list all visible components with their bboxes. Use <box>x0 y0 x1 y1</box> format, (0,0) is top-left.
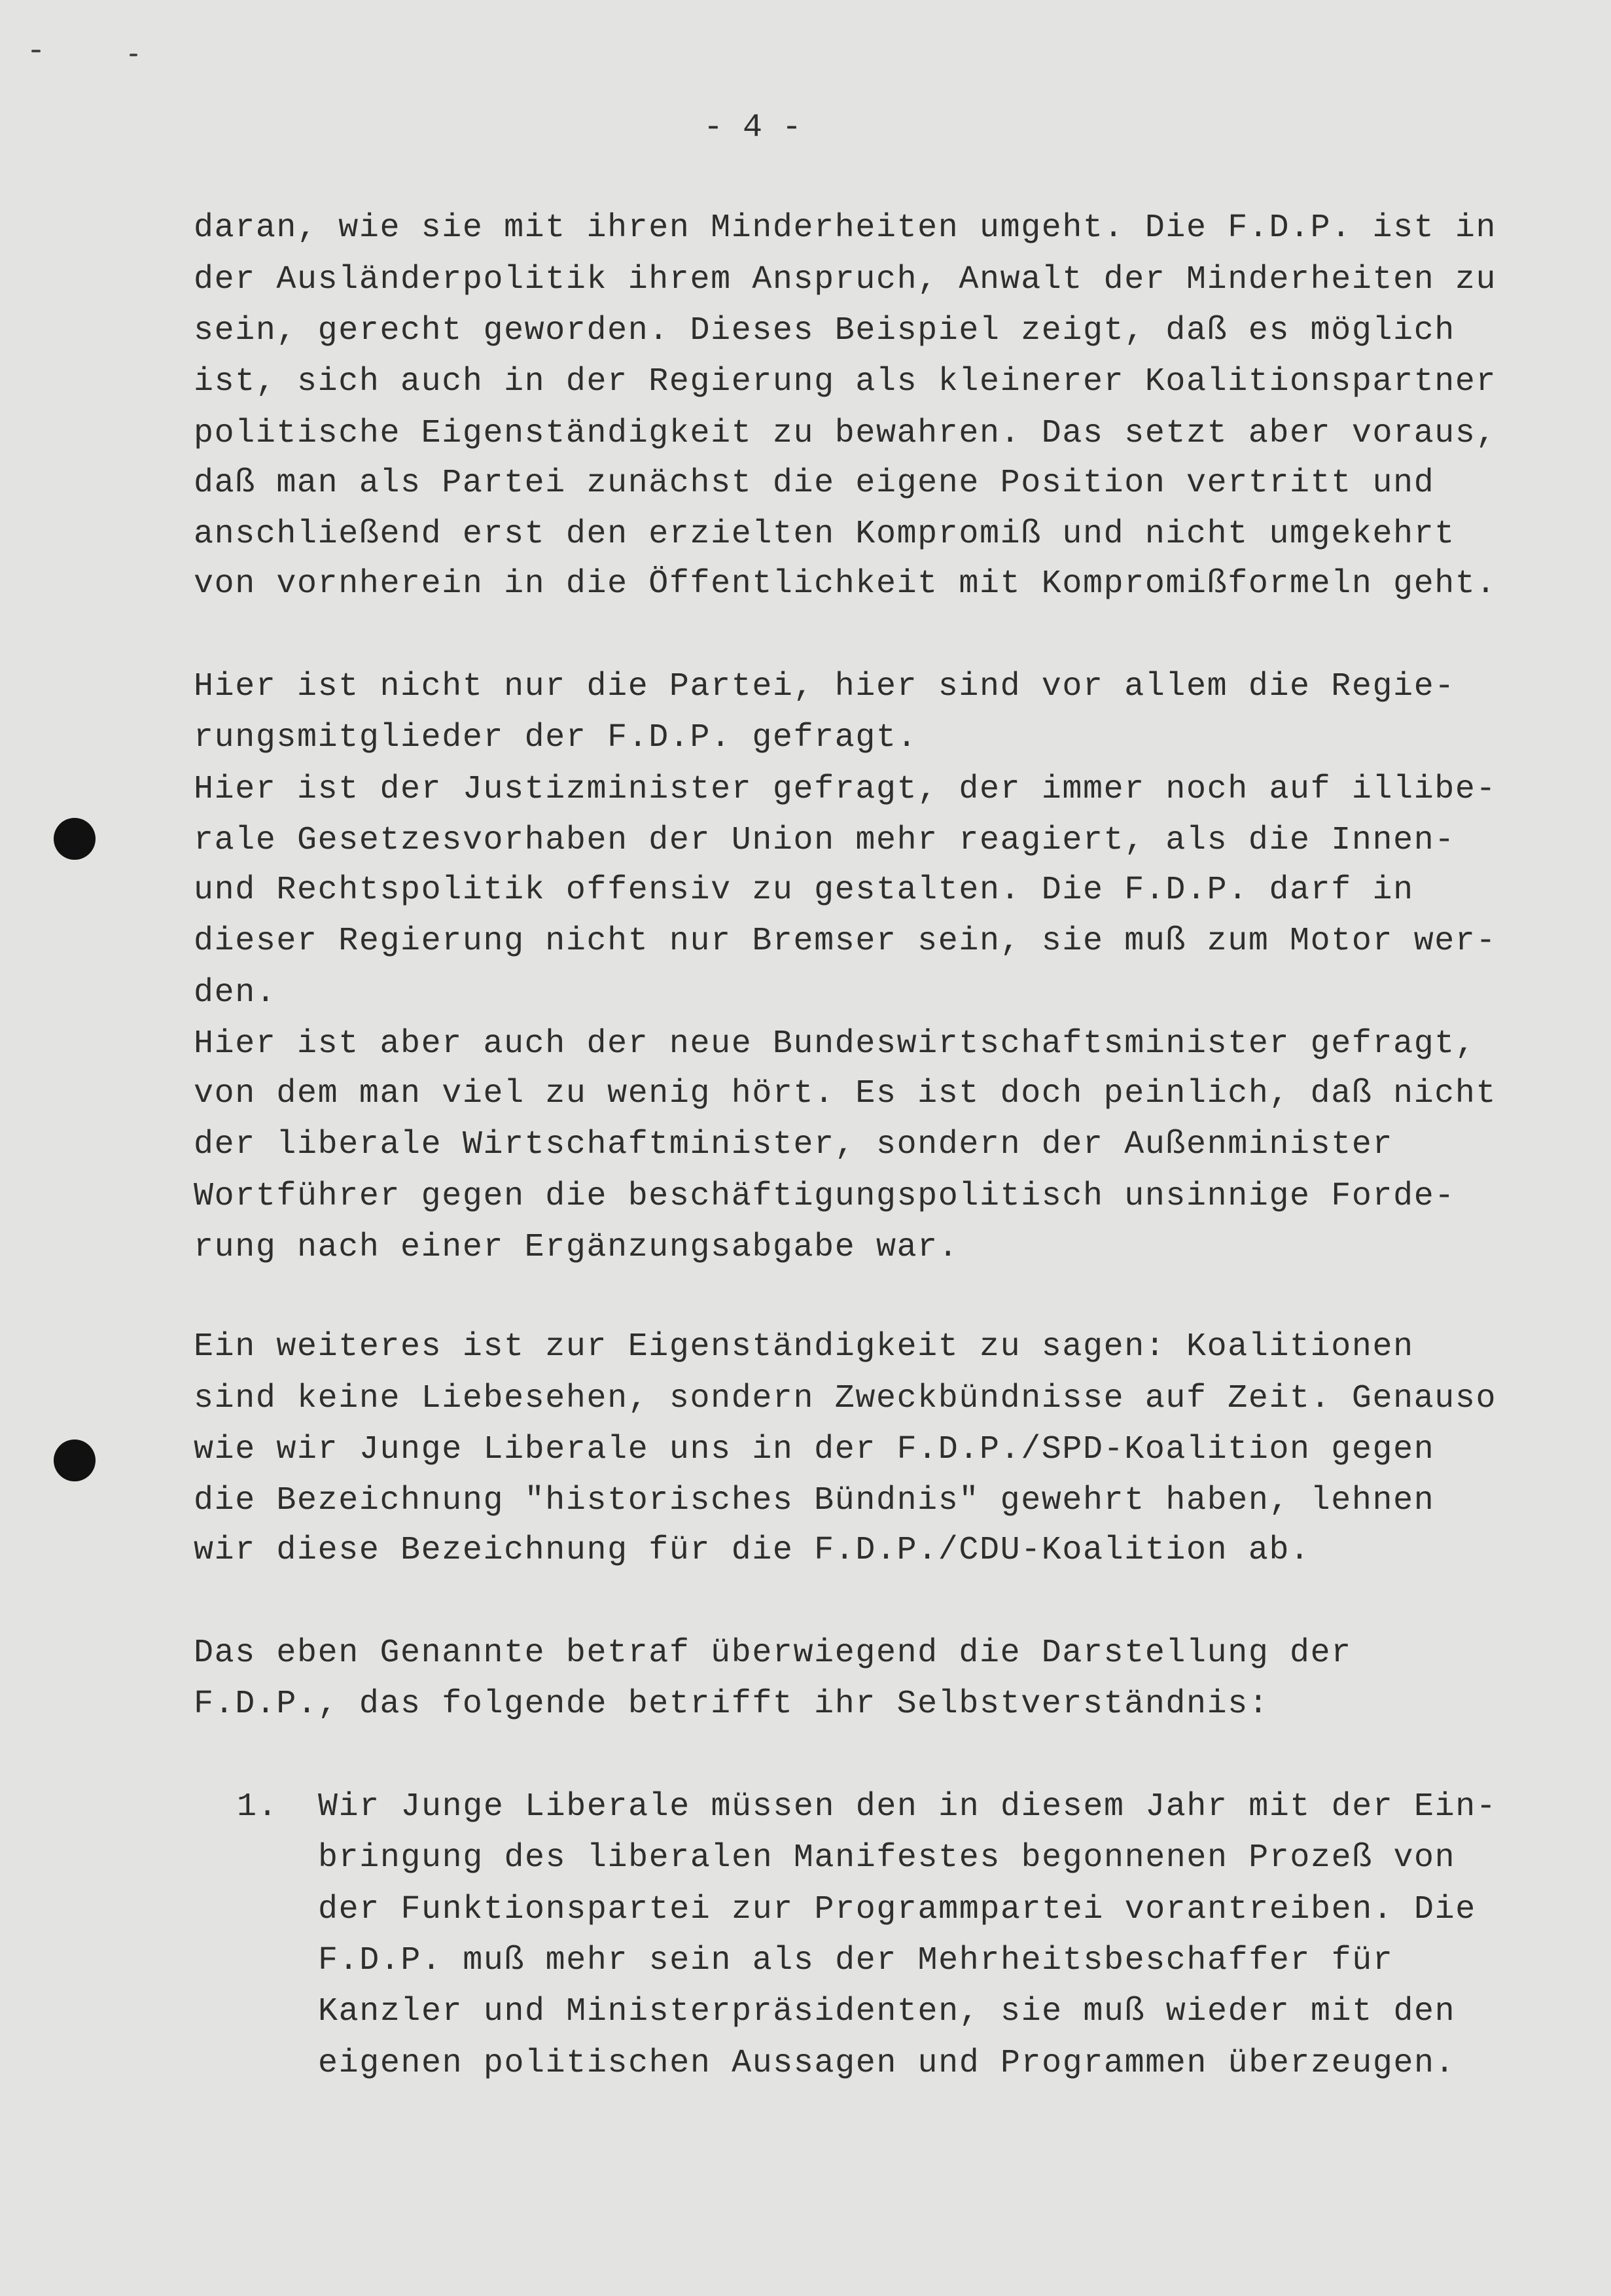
paragraph-line: der liberale Wirtschaftminister, sondern der Außenminister <box>194 1126 1394 1163</box>
list-item-line: Wir Junge Liberale müssen den in diesem Jahr mit der Ein- <box>318 1788 1497 1826</box>
paragraph-line: sein, gerecht geworden. Dieses Beispiel zeigt, daß es möglich <box>194 312 1455 349</box>
list-item-line: eigenen politischen Aussagen und Programmen überzeugen. <box>318 2045 1456 2082</box>
paragraph-line: wir diese Bezeichnung für die F.D.P./CDU-Koalition ab. <box>194 1532 1311 1569</box>
paragraph-line: Ein weiteres ist zur Eigenständigkeit zu sagen: Koalitionen <box>194 1328 1414 1366</box>
scan-mark <box>31 50 41 52</box>
list-item-line: Kanzler und Ministerpräsidenten, sie muß wieder mit den <box>318 1993 1456 2030</box>
paragraph-line: und Rechtspolitik offensiv zu gestalten. Die F.D.P. darf in <box>194 872 1414 909</box>
paragraph-line: den. <box>194 974 277 1012</box>
list-item-line: F.D.P. muß mehr sein als der Mehrheitsbeschaffer für <box>318 1942 1394 1979</box>
paragraph-line: wie wir Junge Liberale uns in der F.D.P./SPD-Koalition gegen <box>194 1431 1435 1468</box>
paragraph-line: daran, wie sie mit ihren Minderheiten umgeht. Die F.D.P. ist in <box>194 209 1497 247</box>
paragraph-line: anschließend erst den erzielten Kompromiß und nicht umgekehrt <box>194 516 1455 553</box>
punch-hole <box>54 1439 96 1481</box>
page-number: - 4 - <box>703 109 802 147</box>
paragraph-line: von dem man viel zu wenig hört. Es ist doch peinlich, daß nicht <box>194 1075 1497 1112</box>
paragraph-line: dieser Regierung nicht nur Bremser sein, sie muß zum Motor wer- <box>194 923 1497 960</box>
paragraph-line: daß man als Partei zunächst die eigene Position vertritt und <box>194 465 1435 502</box>
scan-mark <box>130 54 137 56</box>
paragraph-line: Das eben Genannte betraf überwiegend die Darstellung der <box>194 1634 1352 1672</box>
paragraph-line: Hier ist der Justizminister gefragt, der immer noch auf illibe- <box>194 771 1497 808</box>
list-number: 1. <box>237 1788 279 1826</box>
paragraph-line: Wortführer gegen die beschäftigungspolitisch unsinnige Forde- <box>194 1178 1455 1215</box>
list-item-line: der Funktionspartei zur Programmpartei vorantreiben. Die <box>318 1891 1476 1928</box>
paragraph-line: F.D.P., das folgende betrifft ihr Selbstverständnis: <box>194 1686 1269 1723</box>
paragraph-line: rale Gesetzesvorhaben der Union mehr reagiert, als die Innen- <box>194 822 1455 859</box>
paragraph-line: rungsmitglieder der F.D.P. gefragt. <box>194 719 918 756</box>
paragraph-line: die Bezeichnung "historisches Bündnis" gewehrt haben, lehnen <box>194 1482 1435 1519</box>
paragraph-line: der Ausländerpolitik ihrem Anspruch, Anwalt der Minderheiten zu <box>194 261 1497 298</box>
paragraph-line: sind keine Liebesehen, sondern Zweckbündnisse auf Zeit. Genauso <box>194 1380 1497 1417</box>
paragraph-line: politische Eigenständigkeit zu bewahren. Das setzt aber voraus, <box>194 415 1497 452</box>
paragraph-line: Hier ist nicht nur die Partei, hier sind vor allem die Regie- <box>194 668 1455 705</box>
paragraph-line: von vornherein in die Öffentlichkeit mit Kompromißformeln geht. <box>194 565 1497 603</box>
list-item-line: bringung des liberalen Manifestes begonnenen Prozeß von <box>318 1839 1456 1877</box>
paragraph-line: Hier ist aber auch der neue Bundeswirtschaftsminister gefragt, <box>194 1025 1476 1063</box>
paragraph-line: rung nach einer Ergänzungsabgabe war. <box>194 1229 959 1266</box>
punch-hole <box>54 818 96 860</box>
paragraph-line: ist, sich auch in der Regierung als kleinerer Koalitionspartner <box>194 363 1497 400</box>
